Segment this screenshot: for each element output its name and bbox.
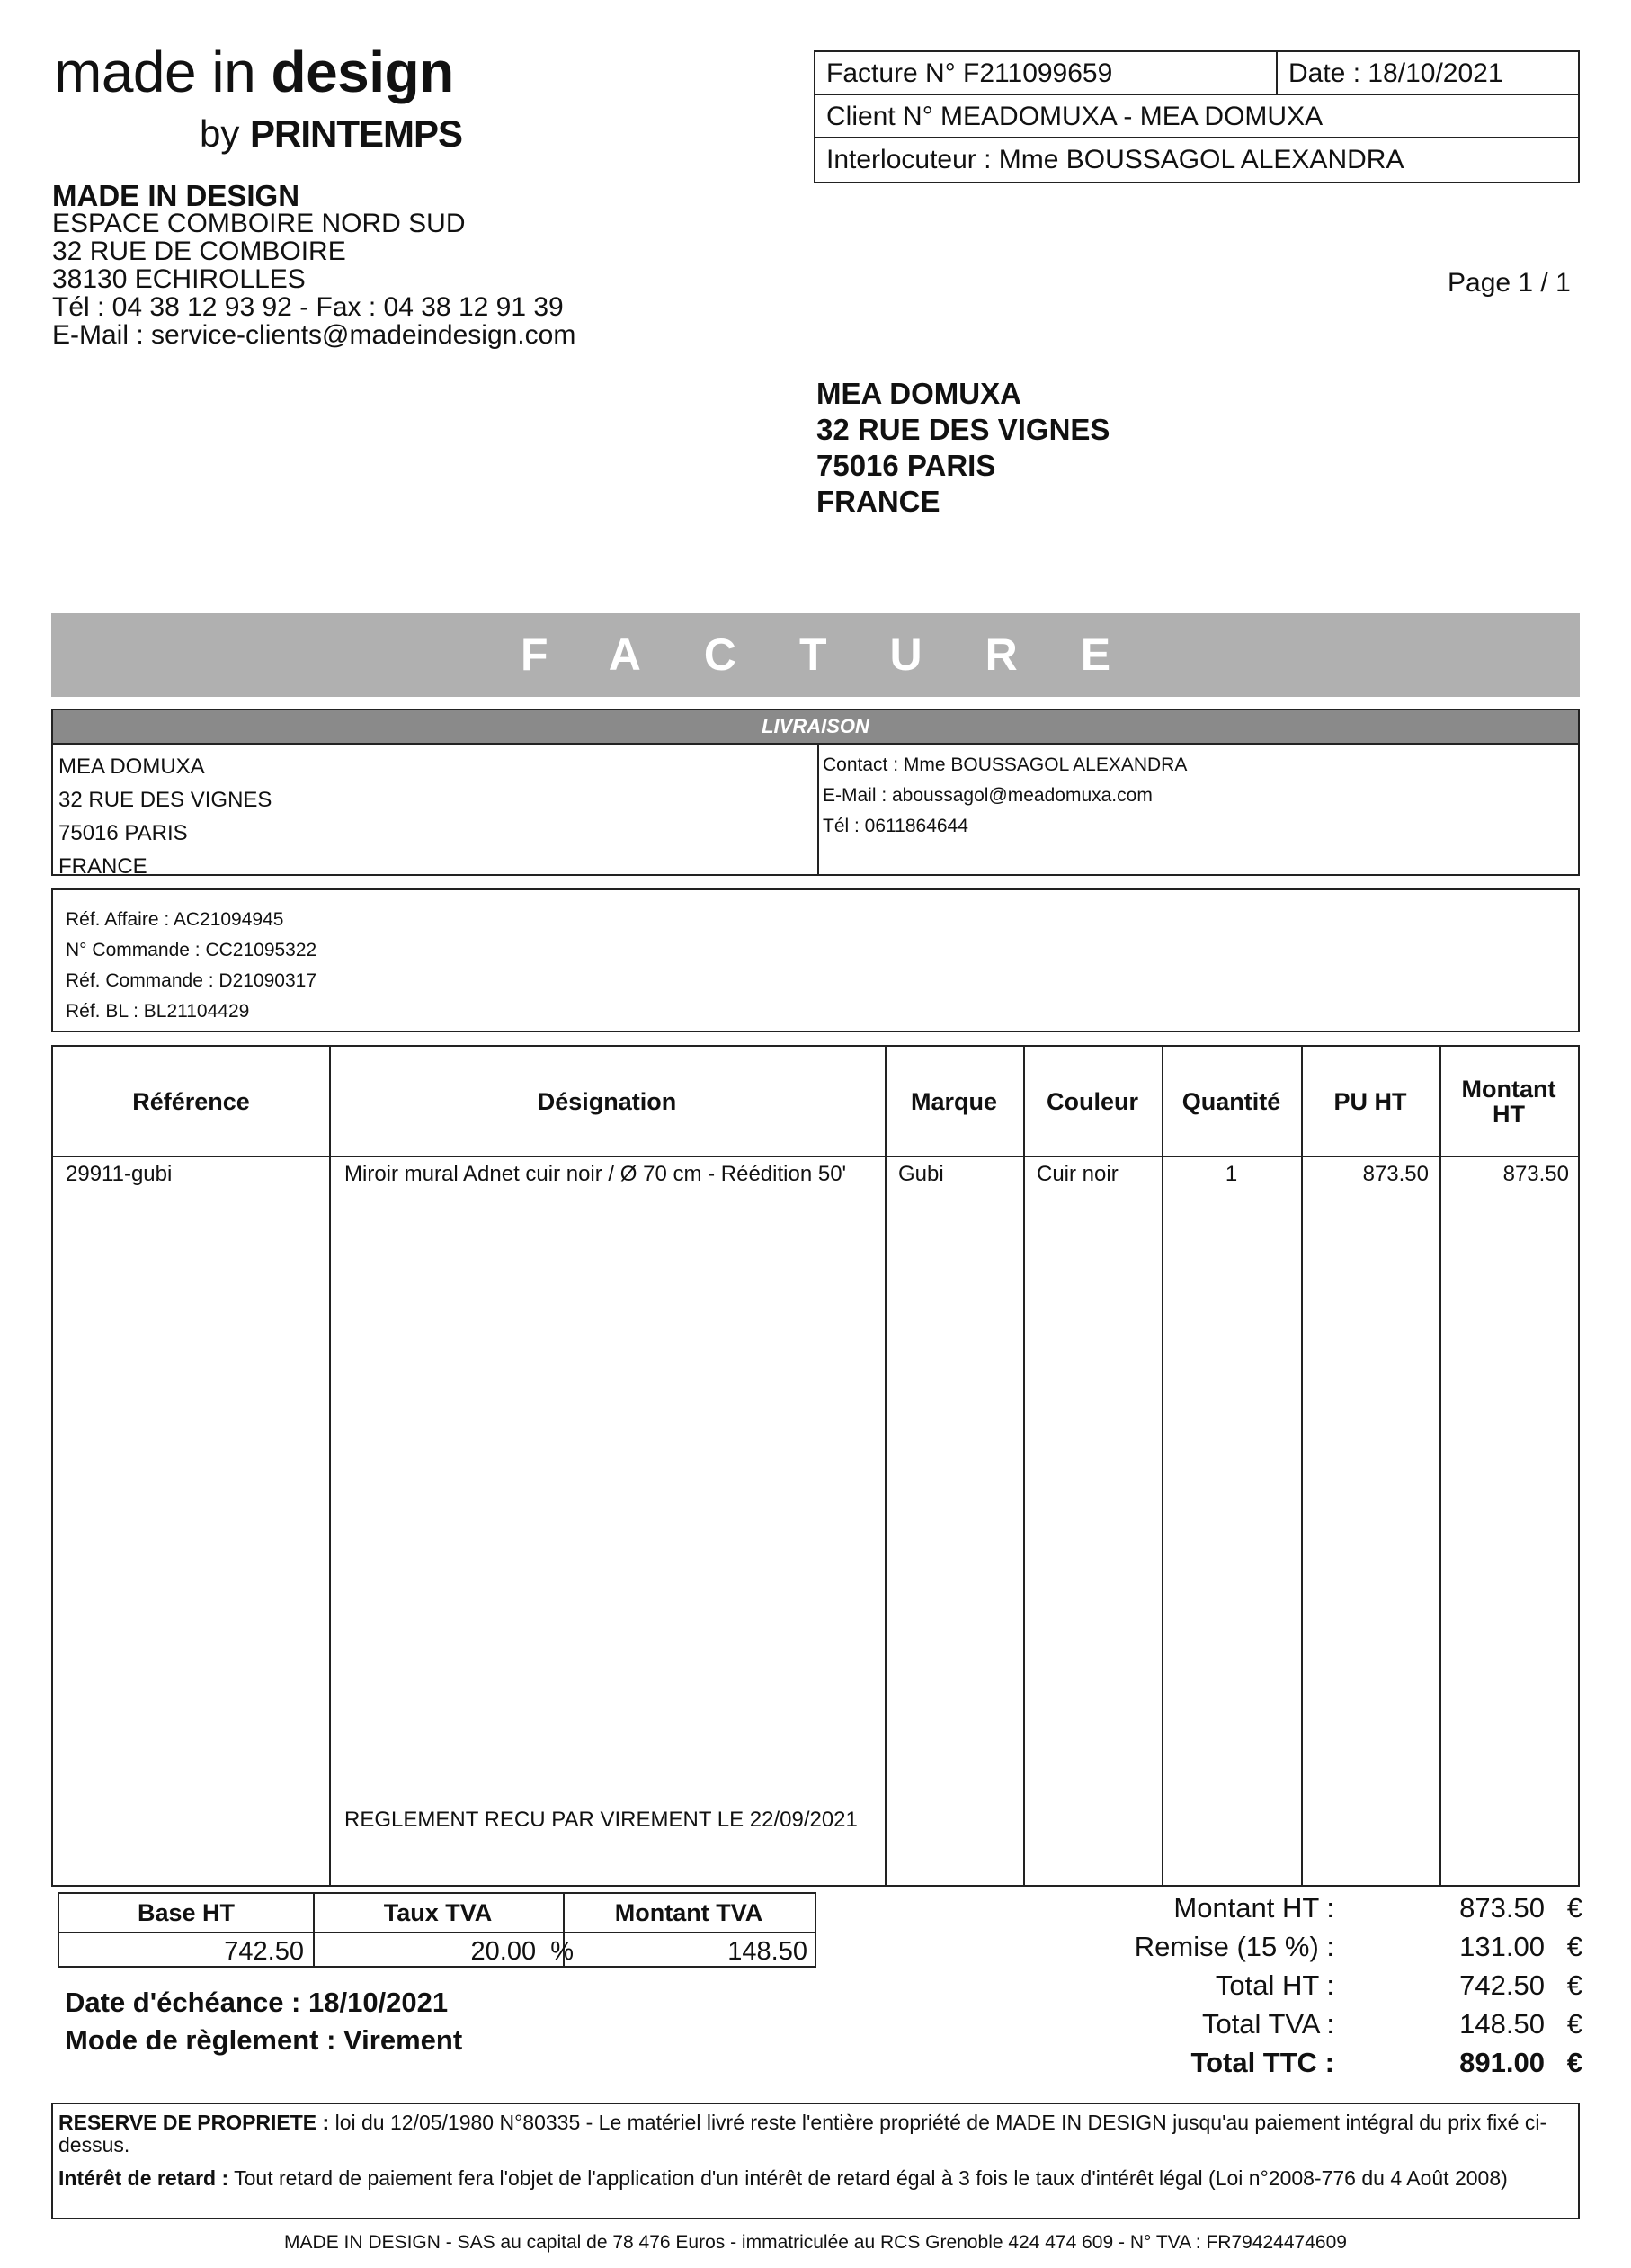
- total-row-total-ht: [989, 1966, 1582, 2005]
- column-divider: [885, 1047, 887, 1885]
- header-designation: Désignation: [537, 1087, 677, 1115]
- company-address: [52, 179, 576, 350]
- total-row-montant-ht: [989, 1889, 1582, 1927]
- totals-block: [989, 1889, 1582, 2082]
- vat-rate: [313, 1933, 574, 1969]
- vat-header-rate: Taux TVA: [383, 1899, 493, 1926]
- company-line: 32 RUE DE COMBOIRE: [52, 237, 346, 266]
- invoice-date: Date : 18/10/2021: [1276, 52, 1503, 95]
- delivery-box: [51, 709, 1580, 879]
- delivery-address: [58, 750, 272, 883]
- header-unit-price: PU HT: [1333, 1087, 1407, 1115]
- recipient-line: MEA DOMUXA: [816, 377, 1021, 410]
- delivery-header: LIVRAISON: [53, 710, 1578, 745]
- total-label: Montant HT :: [1173, 1892, 1334, 1924]
- vat-base: 742.50: [224, 1937, 304, 1966]
- contact-person: Interlocuteur : Mme BOUSSAGOL ALEXANDRA: [826, 145, 1404, 174]
- delivery-contact-phone: Tél : 0611864644: [823, 816, 968, 836]
- late-interest: [58, 2167, 1571, 2190]
- currency-symbol: €: [1566, 1969, 1582, 2001]
- company-line: 38130 ECHIROLLES: [52, 264, 306, 294]
- vat-header-amount: Montant TVA: [614, 1899, 763, 1926]
- header-reference: Référence: [132, 1087, 250, 1115]
- cell-amount: 873.50: [1502, 1162, 1569, 1186]
- delivery-line: 75016 PARIS: [58, 821, 188, 845]
- vat-rate-percent: %: [550, 1937, 574, 1966]
- total-value: 148.50: [1459, 2008, 1545, 2040]
- currency-symbol: €: [1566, 2008, 1582, 2040]
- total-value: 891.00: [1459, 2047, 1545, 2078]
- header-brand: Marque: [910, 1087, 998, 1115]
- delivery-line: MEA DOMUXA: [58, 755, 205, 779]
- property-reserve-text: loi du 12/05/1980 N°80335 - Le matériel livré reste l'entière propriété de MADE IN DESIGN jusqu'au paiement intégral du prix fixé ci-dessus.: [58, 2111, 1547, 2156]
- cell-color: Cuir noir: [1037, 1162, 1119, 1186]
- delivery-contact: [823, 750, 1187, 842]
- company-phone: Tél : 04 38 12 93 92 - Fax : 04 38 12 91 39: [52, 292, 564, 322]
- recipient-line: 32 RUE DES VIGNES: [816, 413, 1110, 446]
- vat-header-base: Base HT: [137, 1899, 236, 1926]
- cell-unit-price: 873.50: [1362, 1162, 1429, 1186]
- logo-brand: PRINTEMPS: [250, 112, 463, 155]
- delivery-divider: [817, 743, 819, 874]
- logo-tagline: [200, 112, 463, 155]
- references-box: [51, 888, 1580, 1032]
- currency-symbol: €: [1566, 2047, 1582, 2078]
- currency-symbol: €: [1566, 1892, 1582, 1924]
- delivery-contact-name: Contact : Mme BOUSSAGOL ALEXANDRA: [823, 755, 1188, 775]
- late-interest-title: Intérêt de retard :: [58, 2166, 229, 2190]
- invoice-number-row: [816, 52, 1578, 95]
- recipient-line: FRANCE: [816, 485, 940, 518]
- payment-mode: Mode de règlement : Virement: [65, 2024, 463, 2056]
- cell-reference: 29911-gubi: [66, 1162, 173, 1186]
- total-value: 742.50: [1459, 1969, 1545, 2001]
- ref-commande: Réf. Commande : D21090317: [66, 970, 316, 991]
- property-reserve: [58, 2112, 1571, 2156]
- document-title: FACTURE: [51, 613, 1580, 697]
- vat-table: [58, 1892, 816, 1968]
- total-row-total-ttc: [989, 2043, 1582, 2082]
- late-interest-text: Tout retard de paiement fera l'objet de l'application d'un intérêt de retard égal à 3 fois le taux d'intérêt légal (Loi n°2008-776 du 4 Août 2008): [228, 2166, 1508, 2190]
- header-amount: Montant HT: [1461, 1075, 1556, 1128]
- total-label: Total HT :: [1215, 1969, 1334, 2001]
- property-reserve-title: RESERVE DE PROPRIETE :: [58, 2111, 330, 2134]
- company-line: ESPACE COMBOIRE NORD SUD: [52, 209, 466, 238]
- total-row-remise: [989, 1927, 1582, 1966]
- vat-rate-value: 20.00: [470, 1937, 537, 1966]
- payment-note: REGLEMENT RECU PAR VIREMENT LE 22/09/2021: [344, 1808, 858, 1832]
- column-divider: [1023, 1047, 1025, 1885]
- delivery-contact-email: E-Mail : aboussagol@meadomuxa.com: [823, 785, 1153, 806]
- total-label: Total TVA :: [1201, 2008, 1334, 2040]
- invoice-header-box: [814, 50, 1580, 183]
- ref-affaire: Réf. Affaire : AC21094945: [66, 909, 284, 930]
- recipient-address: [816, 376, 1110, 520]
- header-quantity: Quantité: [1181, 1087, 1281, 1115]
- recipient-line: 75016 PARIS: [816, 449, 996, 482]
- payment-info: [65, 1984, 462, 2059]
- invoice-number: Facture N° F211099659: [826, 58, 1113, 88]
- delivery-line: 32 RUE DES VIGNES: [58, 788, 272, 812]
- total-row-total-tva: [989, 2005, 1582, 2043]
- logo: [54, 40, 454, 104]
- cell-quantity: 1: [1225, 1162, 1238, 1186]
- page-number: Page 1 / 1: [1448, 268, 1571, 298]
- cell-designation: Miroir mural Adnet cuir noir / Ø 70 cm - Réédition 50': [344, 1162, 847, 1186]
- company-email: E-Mail : service-clients@madeindesign.com: [52, 320, 576, 350]
- items-table: [51, 1045, 1580, 1887]
- legal-notice: [51, 2103, 1580, 2219]
- header-color: Couleur: [1046, 1087, 1138, 1115]
- due-date: Date d'échéance : 18/10/2021: [65, 1987, 449, 2018]
- table-header-divider: [53, 1156, 1578, 1157]
- client-number: Client N° MEADOMUXA - MEA DOMUXA: [816, 95, 1578, 138]
- currency-symbol: €: [1566, 1931, 1582, 1962]
- logo-by: by: [200, 112, 251, 155]
- ref-commande-number: N° Commande : CC21095322: [66, 940, 317, 960]
- vat-amount: 148.50: [727, 1937, 807, 1966]
- total-label: Total TTC :: [1190, 2047, 1334, 2078]
- logo-bold: design: [271, 40, 454, 104]
- logo-prefix: made in: [54, 40, 272, 104]
- column-divider: [329, 1047, 331, 1885]
- footer: MADE IN DESIGN - SAS au capital de 78 476 Euros - immatriculée au RCS Grenoble 424 474 609 - N° TVA : FR79424474609: [284, 2232, 1347, 2253]
- total-value: 873.50: [1459, 1892, 1545, 1924]
- cell-brand: Gubi: [898, 1162, 944, 1186]
- delivery-line: FRANCE: [58, 854, 147, 879]
- ref-bl: Réf. BL : BL21104429: [66, 1001, 250, 1022]
- total-value: 131.00: [1459, 1931, 1545, 1962]
- company-name: MADE IN DESIGN: [52, 179, 300, 212]
- total-label: Remise (15 %) :: [1134, 1931, 1334, 1962]
